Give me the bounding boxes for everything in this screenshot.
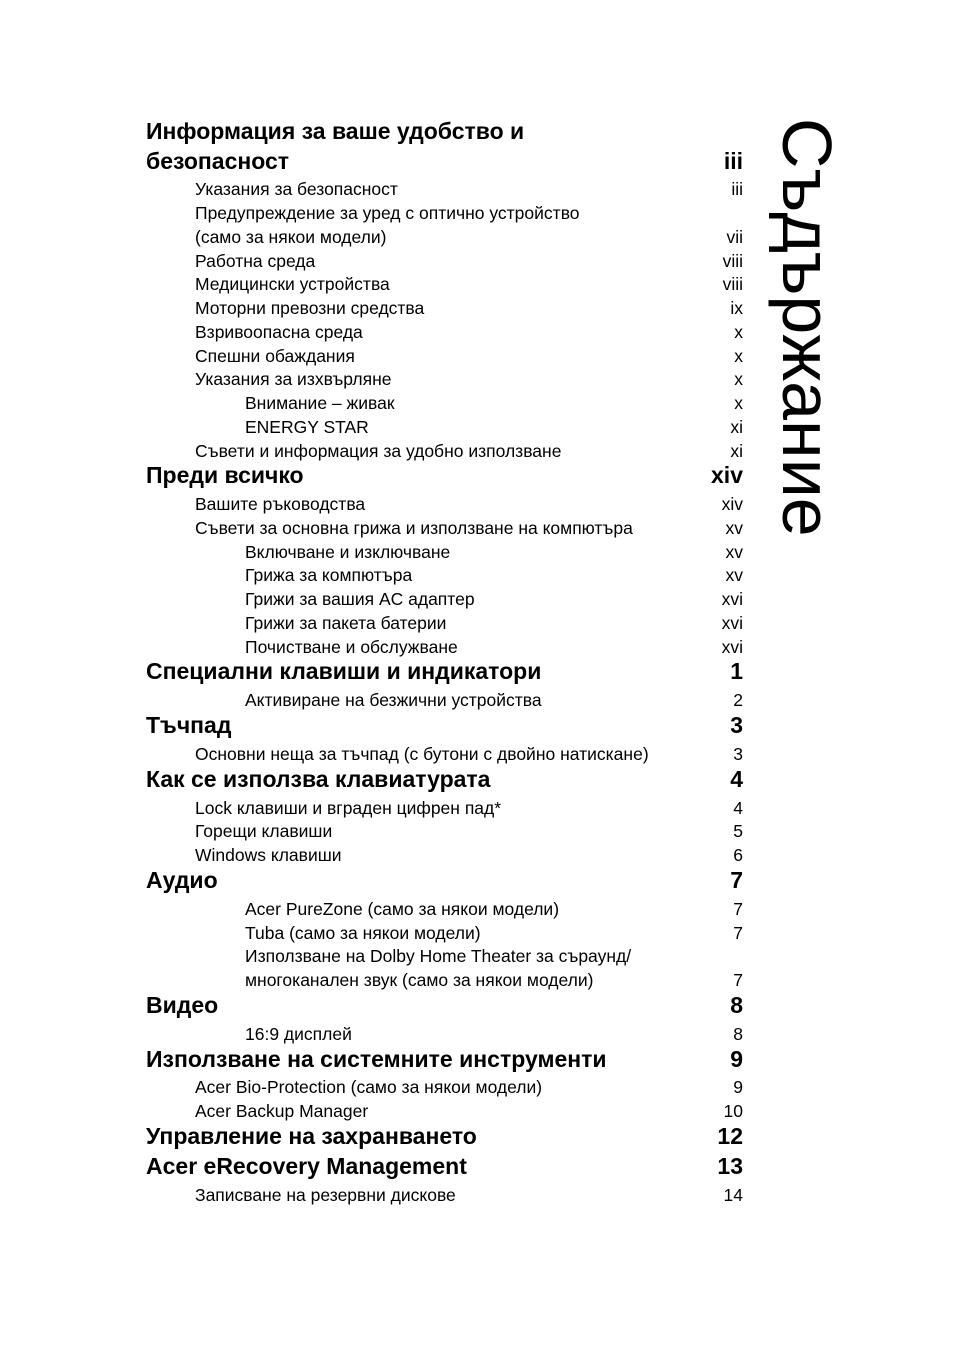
toc-entry-title: Включване и изключване: [245, 542, 451, 562]
toc-page-number: 1: [730, 658, 743, 684]
toc-page-number: x: [734, 393, 743, 413]
toc-entry-title: Видео: [146, 992, 219, 1018]
toc-page-number: xiv: [721, 494, 743, 514]
toc-entry-title: многоканален звук (само за някои модели): [245, 970, 594, 990]
toc-page-number: 8: [733, 1024, 743, 1044]
toc-page-number: 7: [730, 867, 743, 893]
toc-entry-title: Аудио: [146, 867, 218, 893]
toc-entry-title: Грижа за компютъра: [245, 565, 413, 585]
toc-page-number: xiv: [711, 462, 743, 488]
toc-page-number: xv: [725, 518, 743, 538]
toc-page-number: x: [734, 369, 743, 389]
toc-page-number: xvi: [721, 589, 743, 609]
toc-entry-title: 16:9 дисплей: [245, 1024, 352, 1044]
toc-entry-title: Внимание – живак: [245, 393, 395, 413]
toc-entry-title: Използване на системните инструменти: [146, 1046, 607, 1072]
toc-entry-title: Вашите ръководства: [195, 494, 366, 514]
toc-page-number: ix: [730, 298, 743, 318]
toc-page-number: iii: [723, 148, 743, 174]
toc-entry-title: ENERGY STAR: [245, 417, 369, 437]
toc-entry-title: Активиране на безжични устройства: [245, 690, 542, 710]
toc-entry-title: Съвети и информация за удобно използване: [195, 441, 562, 461]
toc-page-number: iii: [731, 179, 743, 199]
toc-entry-title: Съвети за основна грижа и използване на компютъра: [195, 518, 633, 538]
toc-entry-title: Предупреждение за уред с оптично устройство: [195, 203, 580, 223]
toc-page-number: 10: [723, 1101, 743, 1121]
side-title: Съдържание: [768, 118, 846, 537]
toc-page-number: 9: [730, 1046, 743, 1072]
toc-page-number: 6: [733, 845, 743, 865]
toc-page-number: xv: [725, 542, 743, 562]
toc-page-number: 9: [733, 1077, 743, 1097]
toc-entry-title: Медицински устройства: [195, 274, 390, 294]
toc-entry-title: Грижи за вашия AC адаптер: [245, 589, 475, 609]
toc-page-number: 3: [730, 712, 743, 738]
toc-entry-title: Указания за изхвърляне: [195, 369, 392, 389]
toc-entry-title: Моторни превозни средства: [195, 298, 425, 318]
toc-page-number: 5: [733, 821, 743, 841]
toc-entry-title: Тъчпад: [146, 712, 232, 738]
toc-entry-title: Почистване и обслужване: [245, 637, 458, 657]
toc-entry-title: Грижи за пакета батерии: [245, 613, 447, 633]
toc-entry-title: Как се използва клавиатурата: [146, 766, 491, 792]
toc-page-number: 13: [717, 1153, 743, 1179]
toc-entry-title: Специални клавиши и индикатори: [146, 658, 542, 684]
toc-page-number: 12: [717, 1123, 743, 1149]
toc-entry-title: Lock клавиши и вграден цифрен пад*: [195, 798, 502, 818]
toc-entry-title: Работна среда: [195, 251, 316, 271]
toc-entry-title: Използване на Dolby Home Theater за съраунд/: [245, 946, 632, 966]
toc-page-number: 2: [733, 690, 743, 710]
toc-entry-title: Основни неща за тъчпад (с бутони с двойно натискане): [195, 744, 649, 764]
toc-entry-title: (само за някои модели): [195, 227, 387, 247]
toc-page-number: vii: [726, 227, 743, 247]
toc-page-number: xv: [725, 565, 743, 585]
toc-page-number: 7: [733, 899, 743, 919]
toc-entry-title: Acer eRecovery Management: [146, 1153, 467, 1179]
toc-page-number: 7: [733, 923, 743, 943]
toc-page-number: xvi: [721, 637, 743, 657]
toc-entry-title: Записване на резервни дискове: [195, 1185, 456, 1205]
toc-entry-title: Tuba (само за някои модели): [245, 923, 481, 943]
toc-page-number: 3: [733, 744, 743, 764]
toc-entry-title: Взривоопасна среда: [195, 322, 363, 342]
toc-entry-title: Указания за безопасност: [195, 179, 398, 199]
toc-page-number: xvi: [721, 613, 743, 633]
toc-entry-title: Acer PureZone (само за някои модели): [245, 899, 560, 919]
toc-page-number: 7: [733, 970, 743, 990]
toc-entry-title: Спешни обаждания: [195, 346, 355, 366]
toc-page-number: viii: [722, 251, 743, 271]
toc-page-number: xi: [730, 441, 743, 461]
toc-page-number: 8: [730, 992, 743, 1018]
toc-entry-title: Windows клавиши: [195, 845, 342, 865]
toc-entry-title: Управление на захранването: [146, 1123, 477, 1149]
toc-entry-title: Горещи клавиши: [195, 821, 333, 841]
toc-entry-title: Информация за ваше удобство и: [146, 118, 525, 144]
toc-page-number: viii: [722, 274, 743, 294]
toc-page-number: x: [734, 346, 743, 366]
toc-page-number: xi: [730, 417, 743, 437]
toc-entry-title: Преди всичко: [146, 462, 304, 488]
toc-page-number: 4: [733, 798, 743, 818]
toc-entry-title: Acer Bio-Protection (само за някои модели): [195, 1077, 543, 1097]
toc-page-number: 14: [723, 1185, 743, 1205]
toc-page-number: x: [734, 322, 743, 342]
toc-entry-title: Acer Backup Manager: [195, 1101, 369, 1121]
toc-page-number: 4: [730, 766, 743, 792]
toc-entry-title: безопасност: [146, 148, 290, 174]
